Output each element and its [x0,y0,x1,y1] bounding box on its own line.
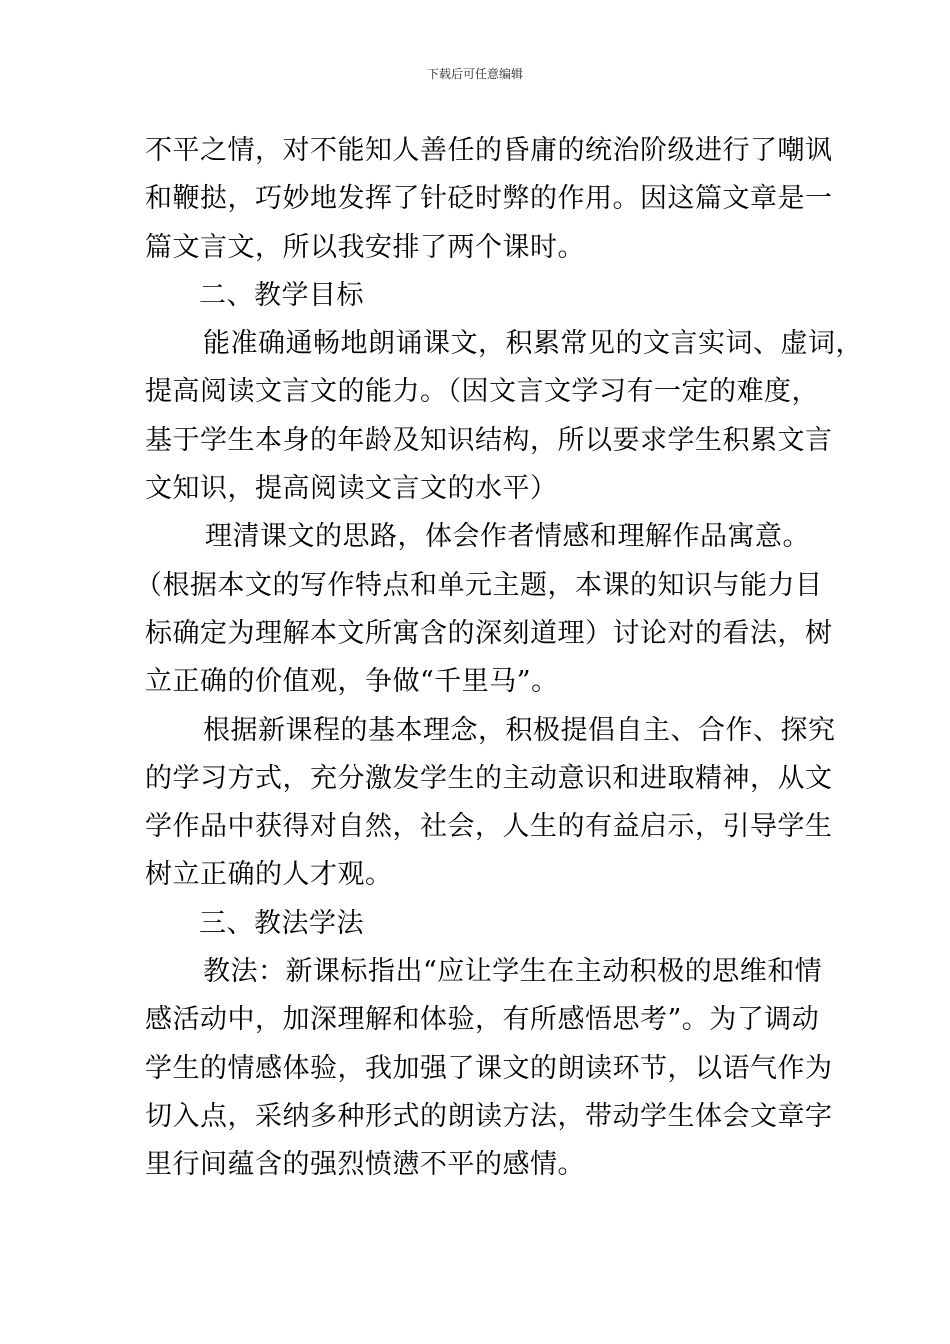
text-line: 里行间蕴含的强烈愤懑不平的感情。 [145,1149,585,1181]
document-body [135,127,863,1190]
text-line: 和鞭挞，巧妙地发挥了针砭时弊的作用。因这篇文章是一 [145,183,833,215]
text-line: 篇文言文，所以我安排了两个课时。 [145,231,585,263]
text-line: 理清课文的思路，体会作者情感和理解作品寓意。 [205,521,810,553]
text-line: 树立正确的人才观。 [145,859,393,891]
text-line: 教法：新课标指出“应让学生在主动积极的思维和情 [203,956,823,988]
page-header-note: 下载后可任意编辑 [426,67,523,81]
paragraph-goal-reading [145,320,863,513]
paragraph-goal-values [145,707,836,900]
text-line: 学生的情感体验，我加强了课文的朗读环节，以语气作为 [145,1052,833,1084]
text-line: 文知识，提高阅读文言文的水平） [145,473,558,505]
text-line: 学作品中获得对自然，社会，人生的有益启示，引导学生 [145,811,833,843]
paragraph-goal-understanding [135,513,833,706]
text-line: 提高阅读文言文的能力。（因文言文学习有一定的难度， [145,376,819,408]
text-line: （根据本文的写作特点和单元主题，本课的知识与能力目 [135,569,823,601]
section-heading-teaching-goals: 二、教学目标 [199,279,364,311]
text-line: 感活动中，加深理解和体验，有所感悟思考”。为了调动 [145,1004,820,1036]
text-line: 不平之情，对不能知人善任的昏庸的统治阶级进行了嘲讽 [145,135,833,166]
text-line: 基于学生本身的年龄及知识结构，所以要求学生积累文言 [145,424,833,456]
text-line: 标确定为理解本文所寓含的深刻道理）讨论对的看法，树 [145,617,833,649]
text-line: 根据新课程的基本理念，积极提倡自主、合作、探究 [203,714,836,746]
text-line: 立正确的价值观，争做“千里马”。 [145,666,559,698]
text-line: 的学习方式，充分激发学生的主动意识和进取精神，从文 [145,762,833,794]
text-line: 能准确通畅地朗诵课文，积累常见的文言实词、虚词， [203,328,863,360]
paragraph-context [145,127,833,272]
text-line: 切入点，采纳多种形式的朗读方法，带动学生体会文章字 [145,1100,833,1132]
paragraph-teaching-method [145,948,833,1189]
section-heading-teaching-methods: 三、教法学法 [199,907,364,939]
